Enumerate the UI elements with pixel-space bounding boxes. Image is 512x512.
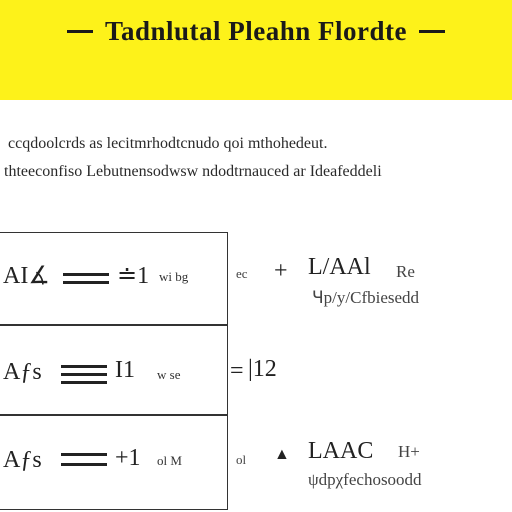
intro-paragraph xyxy=(0,130,512,186)
formula-1-lhs: AI∡ xyxy=(3,263,50,289)
formula-2-side-operator: = xyxy=(230,358,244,384)
formula-3-unit: ol M xyxy=(157,453,182,468)
formula-2-unit: w se xyxy=(157,367,181,382)
formula-2-rhs: I1 xyxy=(115,357,135,383)
formula-3-equals-bar-bottom xyxy=(61,463,107,466)
formula-3-side-subscript: ψdpχfechosoodd xyxy=(308,470,422,489)
formula-3-rhs: +1 xyxy=(115,445,141,471)
formula-3-side-operator: ▲ xyxy=(274,446,290,463)
formula-2-lhs: Aƒs xyxy=(3,359,42,385)
formula-1-side-prefix: ec xyxy=(236,266,248,281)
intro-line-2: thteeconfiso Lebutnensodwsw ndodtrnauced ar Ideafeddeli xyxy=(4,163,382,180)
formula-1-equals-bar-bottom xyxy=(63,281,109,284)
formula-2-equals-bar-top xyxy=(61,365,107,368)
formula-1-unit: wi bg xyxy=(159,269,189,284)
formula-3-lhs: Aƒs xyxy=(3,447,42,473)
formula-1-rhs: ≐1 xyxy=(117,263,150,289)
formula-2-equals-bar-third xyxy=(61,381,107,384)
formula-1-side-note: Re xyxy=(396,262,415,281)
formula-3-equals-bar-top xyxy=(61,453,107,456)
formula-box-2 xyxy=(0,324,228,416)
formula-3-side-note: H+ xyxy=(398,442,420,461)
formula-1-side-value: L/AAl xyxy=(308,254,371,280)
formula-3-side-prefix: ol xyxy=(236,452,247,467)
formula-box-3 xyxy=(0,414,228,510)
title-banner xyxy=(0,0,512,100)
formula-2-equals-bar-bottom xyxy=(61,373,107,376)
formula-2-side-value: |12 xyxy=(248,356,277,382)
title-row xyxy=(0,14,512,48)
formula-1-side-subscript: Ɥp/y/Cfbiesedd xyxy=(312,288,420,307)
formula-3-side-value: LAAC xyxy=(308,438,374,464)
formula-box-1 xyxy=(0,232,228,326)
formula-1-equals-bar-top xyxy=(63,273,109,276)
page-title: Tadnlutal Pleahn Flordte xyxy=(104,15,408,46)
title-dash-left xyxy=(67,30,93,33)
title-dash-right xyxy=(419,30,445,33)
formula-1-side-operator: + xyxy=(274,258,288,284)
intro-line-1: ccqdoolcrds as lecitmrhodtcnudo qoi mthohedeut. xyxy=(8,135,328,152)
